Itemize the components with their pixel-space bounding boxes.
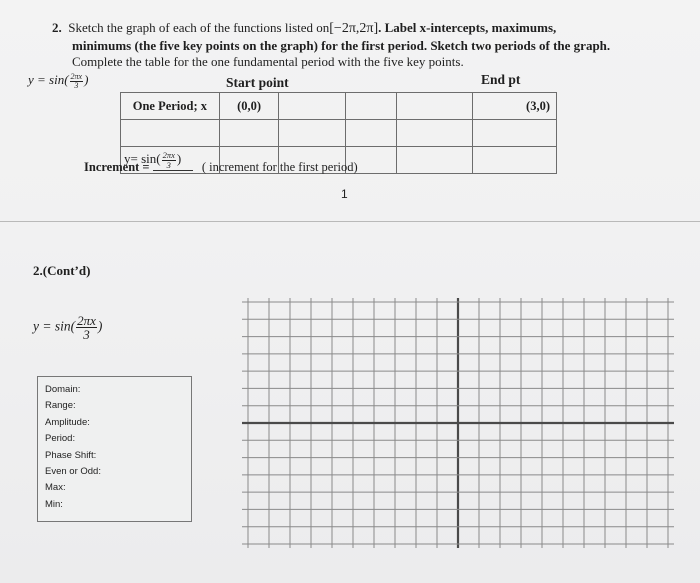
phase-shift-label: Phase Shift: bbox=[45, 449, 97, 461]
range-label: Range: bbox=[45, 400, 76, 412]
row-blank-1-c3[interactable] bbox=[345, 120, 396, 147]
problem-instruction-suffix: . Label x-intercepts, maximums, bbox=[378, 20, 557, 35]
row1-end[interactable]: (3,0) bbox=[473, 93, 557, 120]
amplitude-label: Amplitude: bbox=[45, 416, 90, 428]
min-label: Min: bbox=[45, 498, 63, 510]
page-number: 1 bbox=[341, 187, 348, 201]
row-blank-1-c4[interactable] bbox=[396, 120, 472, 147]
problem-line-2: minimums (the five key points on the graph) for the first period. Sketch two periods of the graph. bbox=[72, 38, 611, 53]
properties-box bbox=[37, 376, 192, 522]
continued-fraction: $\frac{2\pi x}{3}$ bbox=[77, 313, 96, 342]
row1-cell-2[interactable] bbox=[279, 93, 345, 120]
function-close: ) bbox=[84, 72, 89, 87]
graph-grid[interactable] bbox=[240, 298, 684, 548]
problem-line-1 bbox=[52, 20, 556, 37]
problem-interval: [−2π,2π] bbox=[329, 21, 379, 36]
end-point-label: End pt bbox=[481, 72, 521, 87]
row-blank-1-c5[interactable] bbox=[473, 120, 557, 147]
start-point-label: Start point bbox=[226, 75, 289, 90]
increment-row bbox=[84, 158, 358, 175]
row2-c4[interactable] bbox=[396, 147, 472, 174]
even-odd-label: Even or Odd: bbox=[45, 466, 101, 478]
function-label bbox=[28, 72, 88, 90]
row1-cell-4[interactable] bbox=[396, 93, 472, 120]
function-denominator: 3 bbox=[74, 80, 79, 90]
continued-prefix: y = sin( bbox=[33, 318, 76, 334]
continued-function: y = sin( $\frac{2\pi x}{3}$ ) bbox=[33, 313, 103, 342]
increment-label: Increment = bbox=[84, 160, 150, 174]
function-numerator: 2πx bbox=[70, 71, 83, 81]
row2-header: y= sin( $\frac{2\pi x}{3}$ ) bbox=[121, 147, 220, 174]
continued-heading: 2.(Cont’d) bbox=[33, 263, 91, 278]
row-blank-1-c2[interactable] bbox=[279, 120, 345, 147]
period-label: Period: bbox=[45, 433, 76, 445]
page-divider bbox=[0, 221, 700, 222]
increment-note: ( increment for the first period) bbox=[201, 160, 358, 174]
row1-header: One Period; x bbox=[121, 93, 220, 120]
row-blank-1-c1[interactable] bbox=[219, 120, 279, 147]
row1-cell-3[interactable] bbox=[345, 93, 396, 120]
row-blank-1[interactable] bbox=[121, 120, 220, 147]
problem-instruction: Sketch the graph of each of the functions listed on bbox=[68, 20, 330, 35]
function-fraction bbox=[70, 73, 84, 90]
increment-blank[interactable] bbox=[153, 158, 193, 171]
problem-number: 2. bbox=[52, 20, 62, 35]
row1-start[interactable]: (0,0) bbox=[219, 93, 279, 120]
max-label: Max: bbox=[45, 482, 66, 494]
row2-c5[interactable] bbox=[473, 147, 557, 174]
domain-label: Domain: bbox=[45, 384, 81, 395]
problem-line-3: Complete the table for the one fundamental period with the five key points. bbox=[72, 54, 464, 69]
function-prefix: y = sin( bbox=[28, 72, 69, 87]
